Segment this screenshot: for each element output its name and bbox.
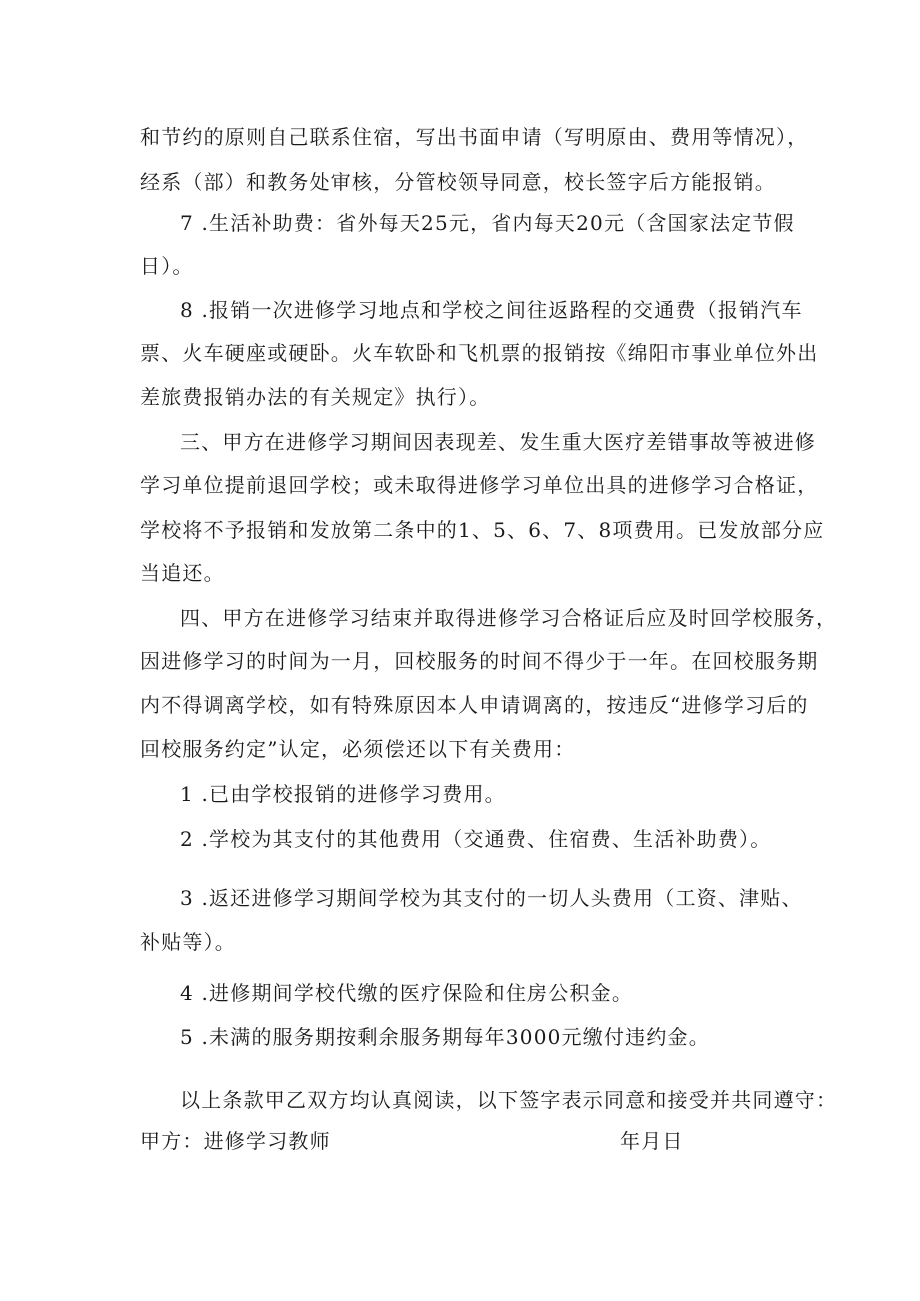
item-3-line: 补贴等）。 bbox=[140, 930, 236, 954]
clause-three-line: 当追还。 bbox=[140, 561, 225, 585]
paragraph-line: 和节约的原则自己联系住宿，写出书面申请（写明原由、费用等情况）， bbox=[140, 125, 809, 149]
item-1-line: 1 .已由学校报销的进修学习费用。 bbox=[180, 782, 506, 806]
item-8-line: 差旅费报销办法的有关规定》执行）。 bbox=[140, 385, 491, 409]
signature-date: 年月日 bbox=[620, 1129, 684, 1153]
clause-four-line: 内不得调离学校，如有特殊原因本人申请调离的，按违反“进修学习后的 bbox=[140, 693, 809, 717]
clause-four-line: 因进修学习的时间为一月，回校服务的时间不得少于一年。在回校服务期 bbox=[140, 649, 819, 673]
item-5-line: 5 .未满的服务期按剩余服务期每年3000元缴付违约金。 bbox=[180, 1025, 710, 1049]
item-2-line: 2 .学校为其支付的其他费用（交通费、住宿费、生活补助费）。 bbox=[180, 827, 772, 851]
item-8-line: 票、火车硬座或硬卧。火车软卧和飞机票的报销按《绵阳市事业单位外出 bbox=[140, 341, 819, 365]
agreement-statement: 以上条款甲乙双方均认真阅读，以下签字表示同意和接受并共同遵守： bbox=[180, 1088, 838, 1112]
item-7-line: 7 .生活补助费：省外每天25元，省内每天20元（含国家法定节假 bbox=[180, 211, 795, 235]
party-a-signature-label: 甲方：进修学习教师 bbox=[140, 1129, 331, 1153]
item-8-line: 8 .报销一次进修学习地点和学校之间往返路程的交通费（报销汽车 bbox=[180, 298, 803, 322]
clause-three-line: 学习单位提前退回学校；或未取得进修学习单位出具的进修学习合格证， bbox=[140, 473, 819, 497]
clause-three-line: 三、甲方在进修学习期间因表现差、发生重大医疗差错事故等被进修 bbox=[180, 430, 816, 454]
item-7-line: 日）。 bbox=[140, 254, 194, 278]
paragraph-line: 经系（部）和教务处审核，分管校领导同意，校长签字后方能报销。 bbox=[140, 170, 776, 194]
clause-four-line: 四、甲方在进修学习结束并取得进修学习合格证后应及时回学校服务， bbox=[180, 606, 838, 630]
clause-four-line: 回校服务约定”认定，必须偿还以下有关费用： bbox=[140, 737, 576, 761]
item-3-line: 3 .返还进修学习期间学校为其支付的一切人头费用（工资、津贴、 bbox=[180, 886, 803, 910]
item-4-line: 4 .进修期间学校代缴的医疗保险和住房公积金。 bbox=[180, 981, 634, 1005]
clause-three-line: 学校将不予报销和发放第二条中的1、5、6、7、8项费用。已发放部分应 bbox=[140, 518, 825, 542]
